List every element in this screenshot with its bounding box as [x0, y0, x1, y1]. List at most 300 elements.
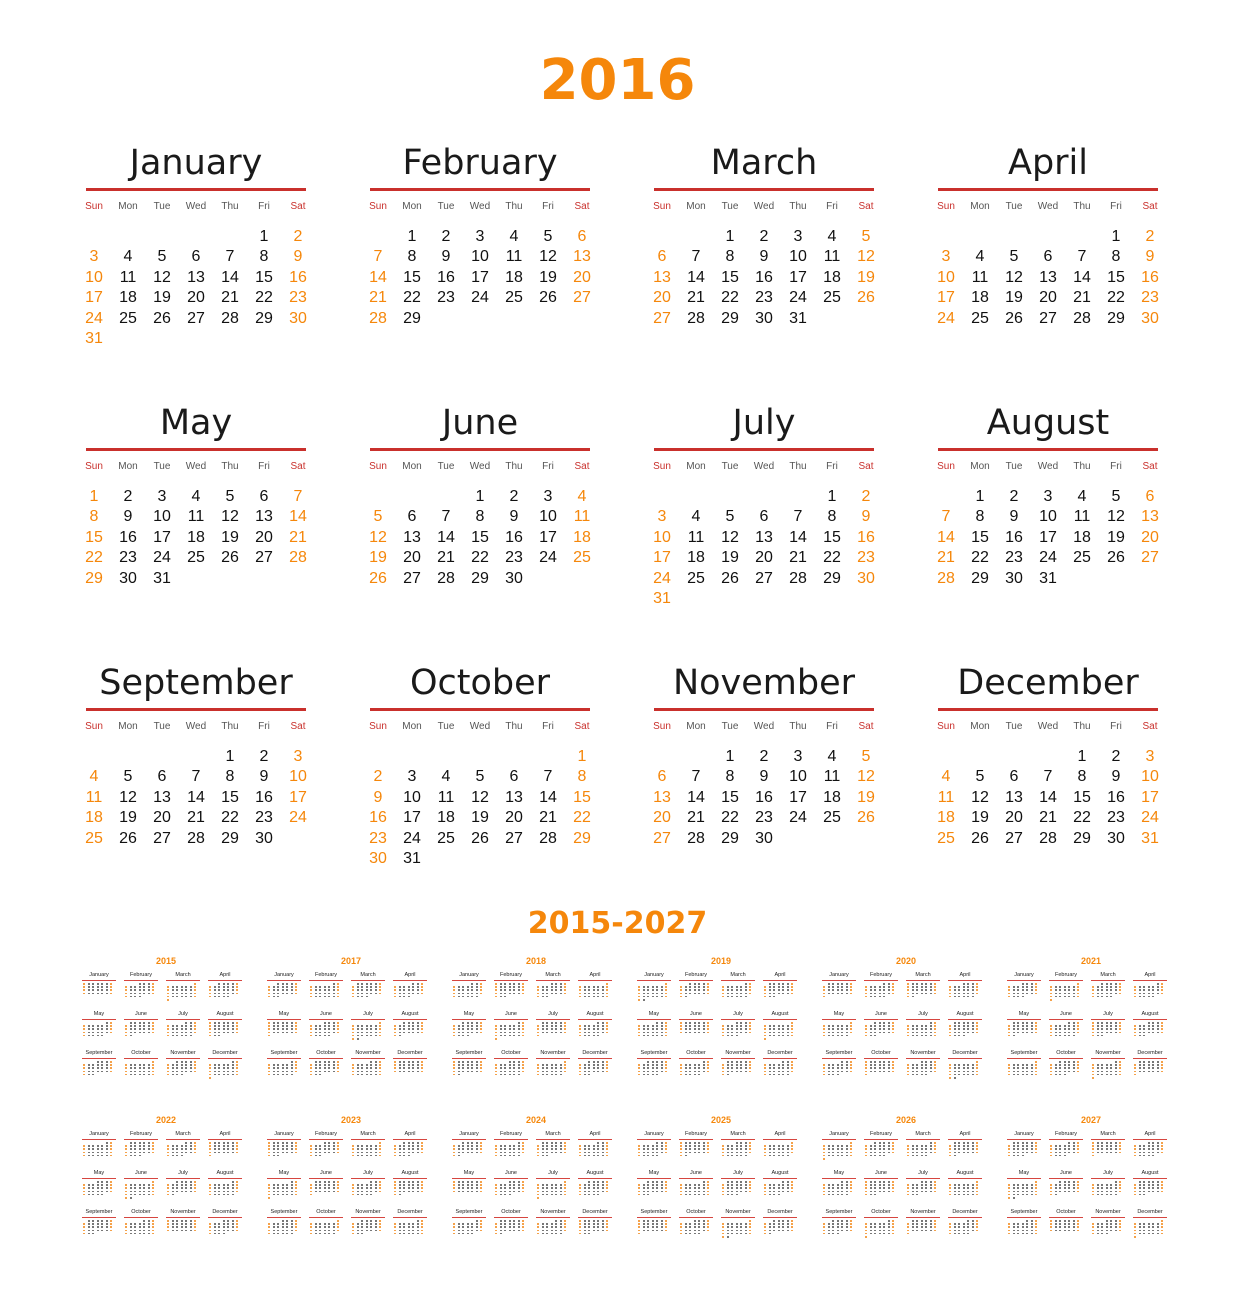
- mini-day-mark: [769, 996, 771, 998]
- day-cell: 12: [539, 248, 557, 266]
- mini-day-mark: [513, 1220, 515, 1222]
- mini-day-mark: [190, 1181, 192, 1183]
- mini-day-mark: [357, 1233, 359, 1235]
- mini-day-mark: [286, 1028, 288, 1030]
- mini-day-mark: [143, 1184, 145, 1186]
- mini-month-divider: [864, 1019, 898, 1020]
- mini-day-mark: [310, 993, 312, 995]
- mini-day-mark: [652, 1074, 654, 1076]
- mini-day-mark: [555, 1025, 557, 1027]
- mini-day-mark: [972, 1220, 974, 1222]
- mini-day-mark: [513, 1064, 515, 1066]
- mini-day-mark: [661, 1025, 663, 1027]
- mini-day-mark: [1101, 1035, 1103, 1037]
- mini-day-mark: [680, 1064, 682, 1066]
- mini-day-mark: [537, 1145, 539, 1147]
- mini-day-mark: [564, 1226, 566, 1228]
- mini-day-mark: [976, 989, 978, 991]
- mini-day-mark: [379, 1230, 381, 1232]
- mini-day-mark: [1050, 1035, 1052, 1037]
- mini-day-mark: [870, 1064, 872, 1066]
- mini-day-mark: [1148, 1025, 1150, 1027]
- day-cell: 23: [1107, 809, 1125, 827]
- mini-day-mark: [837, 1064, 839, 1066]
- mini-day-mark: [694, 1032, 696, 1034]
- mini-day-mark: [828, 989, 830, 991]
- mini-day-mark: [703, 986, 705, 988]
- mini-day-mark: [1013, 1071, 1015, 1073]
- mini-day-mark: [841, 1220, 843, 1222]
- day-cell: 16: [369, 809, 387, 827]
- mini-day-mark: [694, 1187, 696, 1189]
- mini-day-mark: [315, 1226, 317, 1228]
- mini-day-mark: [958, 1230, 960, 1232]
- mini-day-mark: [125, 1028, 127, 1030]
- day-cell: 4: [509, 228, 519, 245]
- mini-day-mark: [787, 993, 789, 995]
- mini-day-mark: [518, 1035, 520, 1037]
- mini-day-mark: [319, 1230, 321, 1232]
- mini-month-divider: [166, 1058, 200, 1059]
- mini-day-mark: [361, 993, 363, 995]
- day-cell: 13: [653, 788, 671, 806]
- day-cell: 24: [937, 309, 955, 327]
- mini-day-mark: [606, 1181, 608, 1183]
- mini-day-mark: [130, 1230, 132, 1232]
- day-grid: [654, 487, 874, 617]
- mini-day-mark: [722, 1184, 724, 1186]
- mini-day-mark: [722, 1223, 724, 1225]
- mini-day-mark: [546, 1184, 548, 1186]
- mini-day-mark: [963, 1233, 965, 1235]
- mini-day-grid: [125, 1220, 157, 1238]
- day-cell: 26: [539, 289, 557, 307]
- mini-day-mark: [745, 1145, 747, 1147]
- mini-day-mark: [134, 986, 136, 988]
- mini-day-mark: [551, 1223, 553, 1225]
- mini-month-divider: [721, 1217, 755, 1218]
- mini-month-name: April: [589, 1131, 601, 1137]
- mini-day-mark: [883, 1187, 885, 1189]
- mini-day-mark: [167, 1184, 169, 1186]
- mini-day-mark: [606, 1028, 608, 1030]
- mini-day-mark: [740, 1148, 742, 1150]
- mini-day-mark: [837, 1071, 839, 1073]
- mini-day-mark: [273, 1032, 275, 1034]
- mini-day-mark: [685, 1187, 687, 1189]
- mini-day-mark: [324, 1064, 326, 1066]
- mini-day-mark: [546, 1074, 548, 1076]
- mini-day-mark: [606, 1071, 608, 1073]
- day-cell: 26: [971, 829, 989, 847]
- mini-day-mark: [181, 1035, 183, 1037]
- mini-day-mark: [865, 1223, 867, 1225]
- mini-day-mark: [110, 1025, 112, 1027]
- mini-day-mark: [537, 996, 539, 998]
- mini-day-mark: [555, 1145, 557, 1147]
- day-cell: 4: [191, 488, 201, 505]
- mini-day-mark: [791, 1022, 793, 1024]
- mini-day-mark: [513, 1071, 515, 1073]
- mini-day-mark: [740, 1067, 742, 1069]
- mini-day-mark: [319, 996, 321, 998]
- mini-month: [637, 972, 671, 1004]
- mini-day-mark: [921, 1028, 923, 1030]
- mini-day-mark: [883, 1230, 885, 1232]
- mini-day-grid: [865, 1220, 897, 1238]
- mini-month-name: June: [690, 1170, 702, 1176]
- mini-day-mark: [963, 1226, 965, 1228]
- mini-day-mark: [471, 993, 473, 995]
- mini-day-mark: [791, 1064, 793, 1066]
- mini-day-mark: [1115, 1071, 1117, 1073]
- mini-month: [452, 1011, 486, 1043]
- mini-month-divider: [637, 980, 671, 981]
- mini-day-mark: [319, 1028, 321, 1030]
- mini-month-divider: [452, 1217, 486, 1218]
- mini-day-mark: [722, 1148, 724, 1150]
- day-cell: 24: [85, 309, 103, 327]
- weekday-label: Wed: [469, 461, 491, 472]
- mini-day-mark: [883, 996, 885, 998]
- mini-day-mark: [736, 1064, 738, 1066]
- mini-day-mark: [522, 1067, 524, 1069]
- mini-day-mark: [190, 1067, 192, 1069]
- mini-day-mark: [194, 1071, 196, 1073]
- mini-day-mark: [1134, 1074, 1136, 1076]
- day-cell: 8: [725, 768, 735, 786]
- mini-day-mark: [769, 1028, 771, 1030]
- mini-day-mark: [958, 1226, 960, 1228]
- mini-day-mark: [130, 1194, 132, 1196]
- mini-day-mark: [707, 1226, 709, 1228]
- mini-day-mark: [722, 1233, 724, 1235]
- mini-day-mark: [403, 1191, 405, 1193]
- mini-day-mark: [879, 1181, 881, 1183]
- mini-month-name: September: [640, 1209, 668, 1215]
- mini-day-mark: [888, 1142, 890, 1144]
- mini-day-mark: [602, 1181, 604, 1183]
- mini-day-mark: [656, 1187, 658, 1189]
- mini-day-grid: [907, 1181, 939, 1199]
- mini-day-mark: [152, 1184, 154, 1186]
- mini-day-mark: [782, 1226, 784, 1228]
- mini-day-grid: [823, 1022, 855, 1040]
- mini-day-mark: [1161, 1032, 1163, 1034]
- mini-day-mark: [1077, 996, 1079, 998]
- day-cell: 14: [437, 528, 455, 546]
- mini-day-mark: [408, 1155, 410, 1157]
- mini-day-mark: [579, 1194, 581, 1196]
- day-cell: 5: [861, 748, 871, 765]
- mini-day-mark: [467, 1223, 469, 1225]
- mini-day-mark: [315, 1223, 317, 1225]
- mini-day-mark: [921, 1181, 923, 1183]
- mini-day-mark: [638, 1194, 640, 1196]
- mini-day-mark: [421, 1067, 423, 1069]
- mini-day-mark: [685, 986, 687, 988]
- mini-day-mark: [1101, 986, 1103, 988]
- mini-day-grid: [1134, 1022, 1166, 1040]
- mini-month: [906, 1170, 940, 1202]
- mini-day-mark: [315, 1035, 317, 1037]
- mini-day-mark: [769, 1035, 771, 1037]
- mini-day-mark: [227, 1187, 229, 1189]
- mini-day-mark: [892, 1145, 894, 1147]
- mini-day-mark: [462, 1191, 464, 1193]
- mini-day-mark: [967, 989, 969, 991]
- mini-day-grid: [1008, 1061, 1040, 1079]
- day-cell: 28: [369, 309, 387, 327]
- mini-day-mark: [232, 989, 234, 991]
- mini-day-mark: [522, 1145, 524, 1147]
- mini-day-mark: [1059, 1074, 1061, 1076]
- mini-month: [822, 1170, 856, 1202]
- mini-month-name: August: [586, 1011, 604, 1017]
- mini-day-mark: [286, 1187, 288, 1189]
- mini-day-mark: [458, 1226, 460, 1228]
- mini-day-mark: [403, 1226, 405, 1228]
- day-cell: 11: [823, 248, 841, 266]
- mini-day-grid: [1050, 983, 1082, 1001]
- mini-day-mark: [652, 1220, 654, 1222]
- mini-day-mark: [564, 1028, 566, 1030]
- mini-day-mark: [916, 989, 918, 991]
- mini-day-mark: [328, 1145, 330, 1147]
- mini-day-mark: [361, 1028, 363, 1030]
- mini-day-mark: [476, 1022, 478, 1024]
- mini-day-mark: [1059, 993, 1061, 995]
- mini-month-name: September: [640, 1050, 668, 1056]
- mini-day-mark: [319, 1148, 321, 1150]
- mini-day-mark: [925, 1220, 927, 1222]
- mini-day-mark: [606, 986, 608, 988]
- mini-day-mark: [865, 1194, 867, 1196]
- mini-day-mark: [703, 1064, 705, 1066]
- mini-day-mark: [295, 1022, 297, 1024]
- mini-month-name: April: [959, 1131, 971, 1137]
- mini-day-mark: [375, 983, 377, 985]
- mini-day-mark: [277, 1152, 279, 1154]
- mini-day-mark: [685, 1233, 687, 1235]
- mini-month-divider: [536, 1019, 570, 1020]
- mini-day-mark: [1134, 986, 1136, 988]
- mini-day-mark: [828, 1025, 830, 1027]
- day-cell: 16: [755, 788, 773, 806]
- day-cell: 2: [123, 488, 133, 505]
- mini-day-mark: [412, 989, 414, 991]
- mini-day-mark: [185, 1230, 187, 1232]
- mini-month-divider: [351, 1217, 385, 1218]
- mini-day-mark: [652, 1181, 654, 1183]
- mini-month-name: May: [648, 1170, 660, 1176]
- mini-day-mark: [277, 1226, 279, 1228]
- mini-day-mark: [421, 1028, 423, 1030]
- mini-day-mark: [907, 1148, 909, 1150]
- mini-day-mark: [1008, 986, 1010, 988]
- mini-day-mark: [764, 1223, 766, 1225]
- mini-day-mark: [172, 1184, 174, 1186]
- mini-day-mark: [167, 1035, 169, 1037]
- day-cell: 20: [755, 549, 773, 567]
- mini-month-divider: [763, 1139, 797, 1140]
- mini-day-mark: [643, 993, 645, 995]
- mini-day-mark: [152, 1028, 154, 1030]
- mini-day-mark: [606, 1155, 608, 1157]
- day-cell: 17: [85, 289, 103, 307]
- mini-day-mark: [731, 1071, 733, 1073]
- mini-day-mark: [185, 1028, 187, 1030]
- mini-day-mark: [954, 1194, 956, 1196]
- mini-day-mark: [167, 1220, 169, 1222]
- mini-day-mark: [1073, 1032, 1075, 1034]
- mini-calendar: [452, 1114, 620, 1242]
- mini-day-mark: [542, 1064, 544, 1066]
- mini-day-mark: [194, 1022, 196, 1024]
- mini-day-mark: [134, 1022, 136, 1024]
- day-cell: 3: [89, 248, 99, 266]
- day-cell: 29: [1073, 829, 1091, 847]
- mini-day-mark: [769, 1191, 771, 1193]
- mini-day-mark: [907, 1025, 909, 1027]
- mini-day-mark: [874, 1067, 876, 1069]
- mini-day-mark: [972, 983, 974, 985]
- mini-day-mark: [504, 986, 506, 988]
- mini-day-mark: [319, 1181, 321, 1183]
- mini-day-mark: [1013, 1064, 1015, 1066]
- day-cell: 16: [1107, 788, 1125, 806]
- mini-day-mark: [190, 989, 192, 991]
- mini-day-mark: [740, 1028, 742, 1030]
- mini-day-mark: [828, 1155, 830, 1157]
- mini-day-mark: [874, 1061, 876, 1063]
- mini-day-mark: [412, 1022, 414, 1024]
- mini-day-mark: [268, 1148, 270, 1150]
- mini-day-mark: [1031, 1025, 1033, 1027]
- mini-day-mark: [194, 1191, 196, 1193]
- mini-day-mark: [791, 1028, 793, 1030]
- mini-day-mark: [152, 1064, 154, 1066]
- mini-day-mark: [1031, 1028, 1033, 1030]
- mini-day-mark: [1064, 1035, 1066, 1037]
- mini-day-mark: [888, 1028, 890, 1030]
- mini-day-grid: [125, 1061, 157, 1079]
- mini-day-mark: [277, 1028, 279, 1030]
- mini-day-mark: [828, 1035, 830, 1037]
- mini-day-mark: [268, 1191, 270, 1193]
- mini-day-mark: [579, 1148, 581, 1150]
- mini-day-mark: [83, 1191, 85, 1193]
- mini-day-mark: [403, 1184, 405, 1186]
- mini-day-mark: [593, 1152, 595, 1154]
- mini-day-mark: [888, 993, 890, 995]
- mini-day-mark: [1106, 1032, 1108, 1034]
- mini-month-name: October: [131, 1209, 151, 1215]
- day-cell: 28: [437, 569, 455, 587]
- mini-day-mark: [458, 1181, 460, 1183]
- mini-day-mark: [453, 1230, 455, 1232]
- mini-day-mark: [689, 983, 691, 985]
- mini-day-mark: [236, 1028, 238, 1030]
- mini-day-mark: [597, 1230, 599, 1232]
- mini-day-mark: [740, 1187, 742, 1189]
- mini-day-mark: [778, 1152, 780, 1154]
- mini-day-mark: [883, 983, 885, 985]
- mini-day-mark: [560, 1025, 562, 1027]
- mini-day-mark: [421, 1233, 423, 1235]
- mini-day-mark: [403, 1145, 405, 1147]
- mini-day-mark: [606, 1064, 608, 1066]
- mini-day-mark: [282, 1025, 284, 1027]
- weekday-header: [86, 460, 306, 474]
- mini-day-mark: [703, 1191, 705, 1193]
- mini-day-mark: [588, 1148, 590, 1150]
- mini-day-mark: [736, 1145, 738, 1147]
- mini-day-mark: [227, 1191, 229, 1193]
- mini-day-mark: [694, 1071, 696, 1073]
- mini-day-mark: [1092, 1035, 1094, 1037]
- day-grid: [86, 487, 306, 617]
- mini-day-mark: [421, 1071, 423, 1073]
- mini-day-grid: [268, 1142, 300, 1160]
- mini-day-mark: [167, 1187, 169, 1189]
- mini-month-divider: [536, 1217, 570, 1218]
- mini-day-mark: [412, 1233, 414, 1235]
- mini-day-mark: [597, 1155, 599, 1157]
- mini-day-mark: [273, 986, 275, 988]
- mini-day-mark: [476, 1028, 478, 1030]
- mini-day-mark: [83, 1230, 85, 1232]
- mini-day-mark: [727, 1155, 729, 1157]
- mini-day-mark: [731, 993, 733, 995]
- mini-day-mark: [579, 1025, 581, 1027]
- mini-day-mark: [782, 986, 784, 988]
- mini-day-mark: [680, 1233, 682, 1235]
- mini-day-mark: [879, 1223, 881, 1225]
- mini-day-mark: [916, 1184, 918, 1186]
- mini-day-mark: [949, 996, 951, 998]
- mini-day-mark: [888, 1064, 890, 1066]
- mini-day-mark: [106, 1181, 108, 1183]
- mini-month-divider: [948, 1178, 982, 1179]
- mini-day-mark: [408, 1226, 410, 1228]
- mini-day-mark: [1101, 1028, 1103, 1030]
- mini-day-mark: [92, 1220, 94, 1222]
- mini-day-mark: [1013, 1148, 1015, 1150]
- mini-day-mark: [930, 983, 932, 985]
- mini-day-mark: [740, 1025, 742, 1027]
- mini-day-mark: [399, 1148, 401, 1150]
- mini-day-mark: [542, 1022, 544, 1024]
- mini-day-mark: [152, 1223, 154, 1225]
- mini-day-mark: [471, 1142, 473, 1144]
- mini-day-mark: [832, 1155, 834, 1157]
- mini-day-mark: [130, 1145, 132, 1147]
- mini-day-mark: [500, 1032, 502, 1034]
- mini-day-mark: [421, 1152, 423, 1154]
- day-cell: 8: [725, 248, 735, 266]
- mini-day-mark: [412, 1032, 414, 1034]
- mini-day-mark: [874, 1194, 876, 1196]
- mini-day-mark: [963, 1187, 965, 1189]
- mini-day-mark: [125, 989, 127, 991]
- mini-day-mark: [749, 1226, 751, 1228]
- weekday-header: [654, 720, 874, 734]
- mini-day-grid: [394, 1061, 426, 1079]
- mini-day-mark: [148, 989, 150, 991]
- mini-month-name: June: [320, 1011, 332, 1017]
- mini-day-mark: [883, 1028, 885, 1030]
